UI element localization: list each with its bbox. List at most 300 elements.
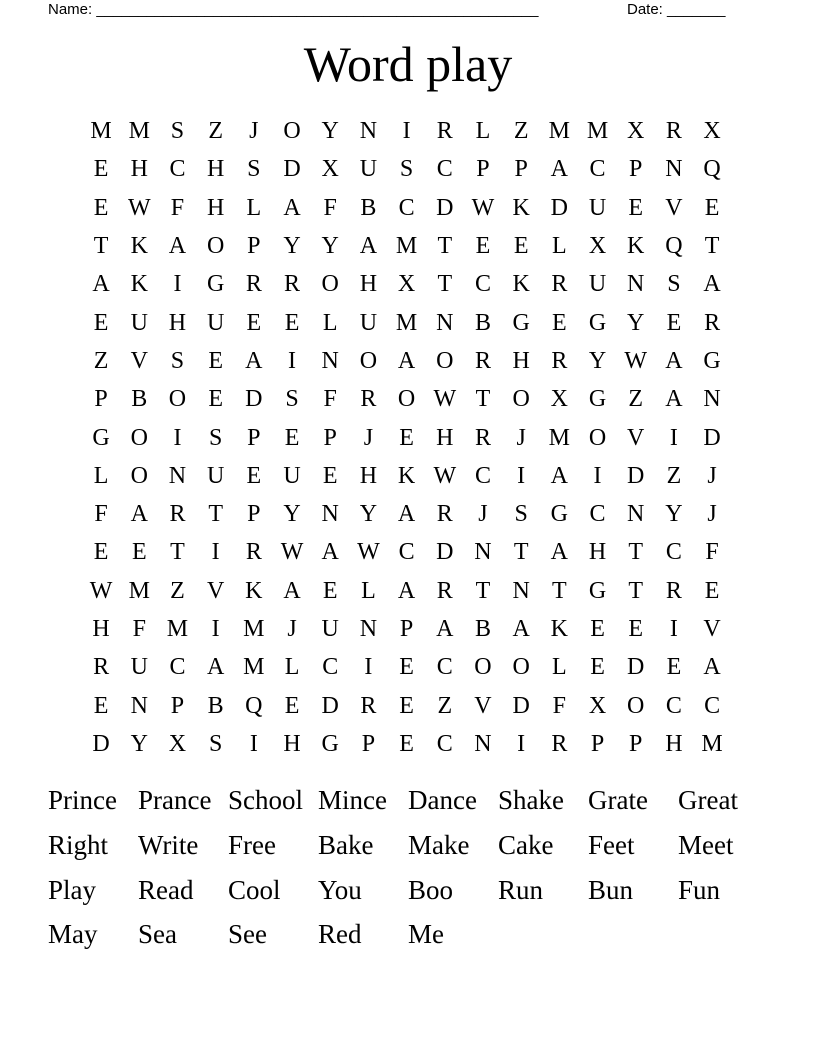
word-bank-word: Dance (408, 785, 477, 816)
grid-letter: Y (359, 501, 378, 528)
grid-letter: T (552, 577, 567, 604)
page-title: Word play (303, 36, 513, 92)
grid-letter: C (169, 156, 186, 183)
grid-letter: H (665, 730, 683, 757)
word-bank-word: Prance (138, 785, 212, 816)
grid-letter: Z (170, 577, 185, 604)
grid-letter: O (588, 424, 607, 451)
grid-letter: F (552, 692, 567, 719)
grid-letter: Z (628, 386, 644, 413)
grid-letter: E (666, 654, 682, 681)
word-bank-row (48, 778, 768, 823)
grid-letter: R (436, 577, 453, 604)
grid-letter: T (513, 539, 529, 566)
grid-letter: E (208, 347, 223, 374)
grid-letter: C (589, 501, 606, 528)
grid-letter: C (474, 462, 491, 489)
grid-letter: R (551, 730, 568, 757)
grid-row (82, 342, 731, 380)
word-bank-row (48, 823, 768, 868)
word-bank-word: Me (408, 919, 444, 950)
grid-letter: P (629, 730, 643, 757)
grid-letter: D (703, 424, 721, 451)
grid-letter: A (703, 271, 721, 298)
grid-letter: B (131, 386, 148, 413)
grid-letter: G (206, 271, 225, 298)
grid-letter: N (474, 730, 492, 757)
grid-letter: C (665, 539, 682, 566)
grid-letter: Q (665, 233, 683, 260)
grid-letter: E (93, 692, 109, 719)
grid-letter: I (211, 539, 220, 566)
word-bank-word: Sea (138, 919, 177, 950)
grid-letter: M (548, 118, 571, 145)
grid-letter: O (627, 692, 645, 719)
grid-letter: E (284, 309, 300, 336)
grid-letter: Z (513, 118, 529, 145)
grid-letter: C (589, 156, 606, 183)
grid-letter: O (359, 347, 378, 374)
grid-letter: N (359, 616, 378, 642)
grid-letter: W (433, 386, 457, 413)
grid-letter: O (206, 233, 225, 260)
grid-letter: A (359, 233, 378, 260)
grid-letter: E (93, 309, 109, 336)
grid-letter: W (624, 347, 648, 374)
grid-letter: A (283, 577, 301, 604)
grid-letter: N (321, 501, 339, 528)
grid-letter: C (398, 539, 415, 566)
grid-letter: R (284, 271, 301, 298)
grid-letter: S (399, 156, 414, 183)
grid-letter: T (628, 577, 644, 604)
grid-letter: H (588, 539, 607, 566)
grid-row (82, 227, 731, 265)
grid-letter: T (475, 386, 491, 413)
grid-letter: B (474, 616, 491, 642)
grid-letter: H (130, 156, 148, 183)
grid-letter: A (168, 233, 187, 260)
grid-letter: E (399, 424, 414, 451)
grid-letter: H (359, 462, 378, 489)
word-bank-word: Mince (318, 785, 387, 816)
word-bank-word: Shake (498, 785, 564, 816)
word-bank-word: Boo (408, 874, 454, 905)
grid-letter: E (93, 156, 109, 183)
grid-letter: S (170, 118, 185, 145)
grid-letter: U (321, 616, 339, 642)
grid-letter: Z (666, 462, 682, 489)
grid-letter: R (245, 539, 262, 566)
grid-letter: R (245, 271, 262, 298)
grid-letter: H (359, 271, 378, 298)
grid-letter: E (704, 577, 720, 604)
grid-letter: F (132, 616, 146, 642)
grid-letter: C (665, 692, 682, 719)
word-bank-word: Red (318, 919, 362, 950)
grid-letter: H (206, 156, 225, 183)
grid-row (82, 380, 731, 418)
grid-letter: U (588, 271, 607, 298)
grid-letter: M (586, 118, 609, 145)
grid-letter: A (665, 347, 683, 374)
grid-letter: G (92, 424, 110, 451)
grid-letter: F (323, 386, 337, 413)
grid-letter: L (552, 654, 567, 681)
word-bank-word: Make (408, 830, 470, 861)
grid-letter: O (130, 462, 148, 489)
grid-letter: P (590, 730, 605, 757)
grid-letter: T (437, 233, 453, 260)
grid-letter: E (93, 539, 109, 566)
grid-letter: S (208, 424, 223, 451)
grid-letter: Y (283, 501, 301, 528)
header-line (48, 0, 748, 20)
grid-letter: N (359, 118, 378, 145)
grid-letter: M (243, 616, 265, 642)
grid-letter: H (436, 424, 454, 451)
grid-letter: O (130, 424, 148, 451)
grid-letter: Y (283, 233, 301, 260)
grid-letter: L (284, 654, 300, 681)
grid-letter: U (130, 654, 148, 681)
grid-letter: V (130, 347, 148, 374)
grid-letter: C (436, 654, 453, 681)
grid-letter: T (208, 501, 223, 528)
grid-letter: M (166, 616, 189, 642)
grid-letter: E (131, 539, 147, 566)
grid-letter: P (247, 233, 261, 260)
grid-letter: L (322, 309, 338, 336)
grid-letter: W (89, 577, 113, 604)
grid-letter: D (550, 194, 569, 221)
grid-letter: P (247, 424, 261, 451)
grid-letter: E (246, 462, 262, 489)
grid-letter: N (168, 462, 187, 489)
grid-letter: M (395, 309, 418, 336)
grid-letter: V (206, 577, 225, 604)
grid-letter: P (361, 730, 376, 757)
grid-row (82, 112, 731, 150)
grid-letter: N (321, 347, 339, 374)
grid-letter: M (395, 233, 418, 260)
grid-letter: C (169, 654, 186, 681)
grid-letter: E (399, 730, 414, 757)
grid-letter: T (628, 539, 644, 566)
grid-letter: Y (588, 347, 607, 374)
word-bank-word: Read (138, 874, 194, 905)
grid-letter: H (92, 616, 110, 642)
grid-letter: X (627, 118, 645, 145)
grid-letter: R (551, 347, 568, 374)
grid-letter: U (206, 309, 225, 336)
grid-letter: Z (208, 118, 223, 145)
word-bank-word: You (318, 874, 362, 905)
grid-letter: F (323, 194, 337, 221)
grid-letter: F (170, 194, 185, 221)
grid-letter: W (471, 194, 495, 221)
grid-letter: U (206, 462, 225, 489)
grid-letter: J (249, 118, 259, 145)
grid-letter: T (475, 577, 491, 604)
grid-letter: R (665, 577, 682, 604)
grid-letter: D (283, 156, 301, 183)
word-bank-word: Write (138, 830, 199, 861)
grid-row (82, 189, 731, 227)
grid-letter: T (437, 271, 453, 298)
grid-letter: E (93, 194, 109, 221)
grid-letter: I (669, 616, 678, 642)
grid-letter: K (550, 616, 569, 642)
grid-letter: S (208, 730, 223, 757)
grid-letter: W (127, 194, 151, 221)
grid-letter: E (284, 692, 300, 719)
grid-letter: A (245, 347, 263, 374)
grid-letter: B (474, 309, 491, 336)
grid-letter: R (704, 309, 721, 336)
grid-letter: O (512, 654, 530, 681)
grid-letter: M (701, 730, 723, 757)
grid-letter: N (474, 539, 492, 566)
grid-letter: X (168, 730, 187, 757)
grid-letter: L (475, 118, 491, 145)
grid-letter: O (397, 386, 416, 413)
grid-letter: G (703, 347, 721, 374)
grid-letter: S (285, 386, 299, 413)
grid-letter: E (704, 194, 720, 221)
word-bank-word: School (228, 785, 304, 816)
grid-letter: R (436, 501, 453, 528)
grid-letter: C (704, 692, 721, 719)
grid-letter: G (588, 386, 607, 413)
grid-letter: M (128, 577, 150, 604)
grid-letter: D (512, 692, 530, 719)
grid-letter: A (397, 577, 416, 604)
grid-letter: W (280, 539, 304, 566)
grid-letter: O (283, 118, 301, 145)
grid-letter: N (703, 386, 721, 413)
grid-letter: J (707, 462, 717, 489)
grid-letter: A (321, 539, 339, 566)
grid-letter: D (627, 654, 645, 681)
grid-letter: R (93, 654, 110, 681)
grid-letter: P (476, 156, 490, 183)
grid-letter: V (627, 424, 645, 451)
grid-letter: Y (627, 309, 645, 336)
grid-letter: C (436, 730, 453, 757)
grid-letter: I (173, 424, 182, 451)
word-bank-word: Cool (228, 874, 281, 905)
grid-letter: T (704, 233, 720, 260)
grid-letter: A (397, 501, 416, 528)
grid-letter: M (243, 654, 265, 681)
grid-letter: L (246, 194, 262, 221)
grid-letter: R (665, 118, 682, 145)
word-bank-word: See (228, 919, 267, 950)
grid-letter: A (130, 501, 148, 528)
grid-letter: E (628, 616, 644, 642)
grid-letter: U (130, 309, 148, 336)
grid-letter: V (665, 194, 683, 221)
grid-letter: X (550, 386, 569, 413)
grid-letter: E (513, 233, 529, 260)
word-bank-word: Bun (588, 874, 634, 905)
grid-letter: Y (130, 730, 148, 757)
grid-letter: E (208, 386, 223, 413)
grid-letter: G (588, 577, 607, 604)
word-bank-word: Right (48, 830, 109, 861)
grid-row (82, 533, 731, 571)
word-bank-row (48, 912, 768, 957)
grid-letter: A (703, 654, 721, 681)
grid-letter: E (590, 616, 605, 642)
word-bank-word: Play (48, 874, 97, 905)
grid-letter: O (436, 347, 454, 374)
word-bank-word: Meet (678, 830, 734, 861)
grid-letter: R (474, 347, 491, 374)
grid-letter: D (627, 462, 645, 489)
grid-letter: R (360, 692, 377, 719)
word-bank-word: Prince (48, 785, 117, 816)
grid-letter: I (517, 462, 526, 489)
grid-letter: B (207, 692, 224, 719)
grid-letter: J (287, 616, 297, 642)
grid-letter: G (512, 309, 530, 336)
grid-letter: U (283, 462, 301, 489)
grid-letter: I (211, 616, 220, 642)
grid-row (82, 495, 731, 533)
grid-letter: I (249, 730, 258, 757)
grid-letter: A (92, 271, 110, 298)
grid-letter: W (357, 539, 380, 566)
grid-letter: J (516, 424, 526, 451)
grid-letter: N (627, 501, 645, 528)
grid-letter: I (288, 347, 297, 374)
grid-letter: C (436, 156, 453, 183)
grid-letter: F (705, 539, 719, 566)
grid-row (82, 572, 731, 610)
grid-letter: S (247, 156, 261, 183)
grid-letter: O (474, 654, 492, 681)
grid-letter: G (321, 730, 339, 757)
grid-letter: J (478, 501, 488, 528)
grid-letter: Q (245, 692, 263, 719)
name-field-label: Name: _____________________________________________________ (48, 1, 539, 18)
word-bank-word: Great (678, 785, 738, 816)
grid-letter: L (361, 577, 376, 604)
grid-letter: X (703, 118, 721, 145)
grid-letter: I (669, 424, 678, 451)
grid-letter: M (128, 118, 150, 145)
grid-row (82, 686, 731, 724)
grid-letter: Y (665, 501, 683, 528)
grid-letter: A (206, 654, 225, 681)
grid-letter: N (665, 156, 683, 183)
grid-letter: T (93, 233, 109, 260)
date-field-label: Date: _______ (627, 1, 726, 18)
grid-letter: E (322, 462, 338, 489)
grid-letter: P (323, 424, 337, 451)
grid-letter: I (402, 118, 411, 145)
grid-letter: P (514, 156, 528, 183)
grid-letter: M (90, 118, 112, 145)
grid-letter: A (283, 194, 301, 221)
grid-row (82, 265, 731, 303)
grid-letter: I (517, 730, 526, 757)
grid-letter: P (170, 692, 185, 719)
grid-letter: P (629, 156, 643, 183)
grid-letter: K (512, 271, 530, 298)
grid-letter: G (550, 501, 569, 528)
grid-letter: I (173, 271, 182, 298)
grid-letter: C (398, 194, 415, 221)
word-bank-word: Fun (678, 874, 721, 905)
grid-letter: W (433, 462, 457, 489)
grid-letter: E (552, 309, 567, 336)
grid-letter: S (170, 347, 185, 374)
grid-letter: E (399, 692, 414, 719)
grid-letter: U (588, 194, 607, 221)
grid-letter: U (359, 156, 378, 183)
grid-letter: D (245, 386, 263, 413)
grid-letter: R (551, 271, 568, 298)
grid-letter: Y (321, 118, 339, 145)
grid-letter: E (322, 577, 338, 604)
grid-letter: E (284, 424, 300, 451)
grid-letter: K (245, 577, 263, 604)
grid-letter: D (92, 730, 110, 757)
grid-letter: D (436, 539, 454, 566)
grid-letter: F (94, 501, 108, 528)
grid-letter: M (548, 424, 571, 451)
grid-letter: Q (703, 156, 721, 183)
grid-row (82, 725, 731, 763)
grid-letter: R (474, 424, 491, 451)
word-search-grid (82, 112, 731, 763)
grid-letter: A (397, 347, 416, 374)
grid-letter: Z (93, 347, 109, 374)
grid-letter: K (627, 233, 645, 260)
grid-letter: A (512, 616, 530, 642)
grid-letter: J (363, 424, 374, 451)
grid-letter: I (364, 654, 373, 681)
grid-letter: Z (437, 692, 453, 719)
grid-letter: O (168, 386, 187, 413)
grid-letter: R (436, 118, 453, 145)
grid-letter: S (667, 271, 681, 298)
grid-letter: O (321, 271, 339, 298)
grid-letter: X (321, 156, 339, 183)
grid-letter: D (321, 692, 339, 719)
grid-row (82, 648, 731, 686)
grid-letter: J (707, 501, 717, 528)
grid-row (82, 150, 731, 188)
grid-letter: O (512, 386, 530, 413)
grid-letter: S (514, 501, 528, 528)
word-bank-word: May (48, 919, 98, 950)
grid-letter: E (590, 654, 605, 681)
grid-letter: E (246, 309, 262, 336)
grid-letter: I (593, 462, 602, 489)
grid-letter: K (130, 233, 148, 260)
grid-letter: E (475, 233, 491, 260)
grid-letter: E (666, 309, 682, 336)
grid-letter: V (474, 692, 492, 719)
grid-letter: X (588, 692, 607, 719)
grid-letter: H (283, 730, 301, 757)
grid-letter: N (130, 692, 148, 719)
grid-row (82, 303, 731, 341)
